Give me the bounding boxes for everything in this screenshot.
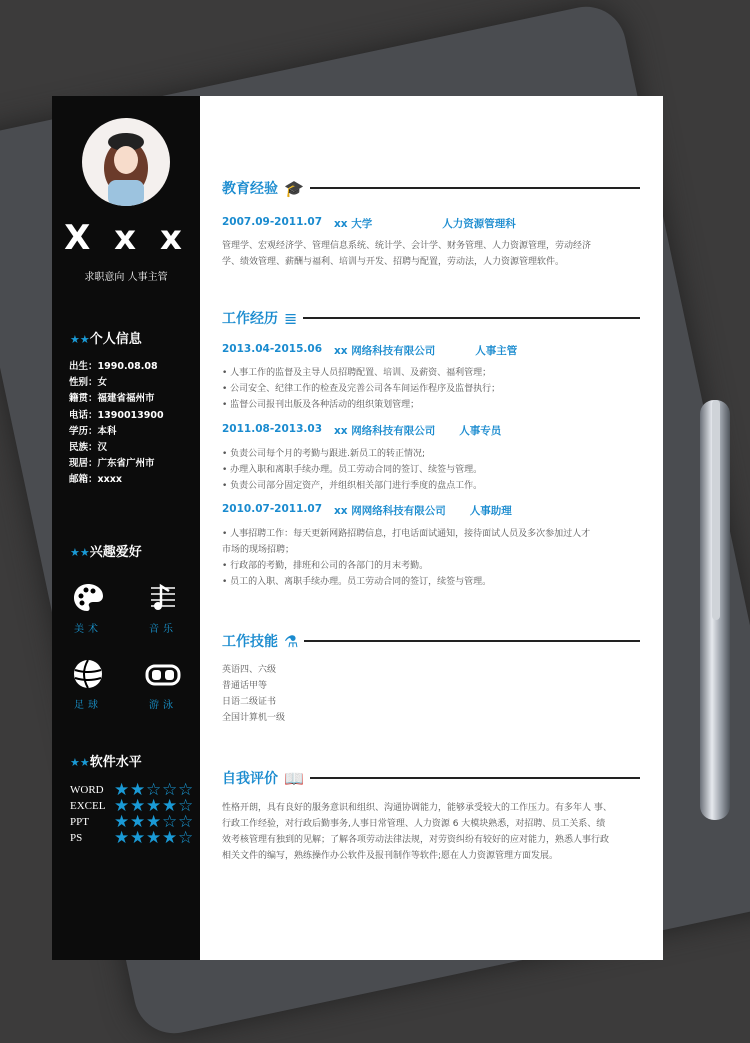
software-name: EXCEL bbox=[70, 800, 106, 812]
education-header: 教育经验 🎓 bbox=[222, 178, 640, 198]
job-entry: 2011.08-2013.03 xx 网络科技有限公司 人事专员 bbox=[222, 423, 502, 437]
resume-page bbox=[52, 96, 663, 960]
job-intent: 求职意向 人事主管 bbox=[84, 272, 168, 283]
star-empty-icon: ☆ bbox=[178, 812, 194, 831]
education-entry: 2007.09-2011.07 xx 大学 人力资源管理科 bbox=[222, 216, 516, 230]
star-filled-icon: ★ bbox=[130, 828, 146, 847]
software-row bbox=[70, 830, 194, 846]
job-duties: • 人事招聘工作：每天更新网路招聘信息，打电话面试通知，接待面试人员及多次参加过人才市场的现场招聘； • 行政部的考勤，排班和公司的各部门的月末考勤。 • 员工的入职、离职手续办理。员工劳动合同的签订，续签与管理。 bbox=[222, 529, 591, 587]
book-icon: 📖 bbox=[284, 768, 304, 788]
star-icon: ★★ bbox=[70, 756, 90, 769]
personal-info-list bbox=[69, 359, 164, 489]
star-filled-icon: ★ bbox=[146, 828, 162, 847]
database-icon: ≣ bbox=[284, 308, 298, 328]
star-filled-icon: ★ bbox=[146, 796, 162, 815]
star-icon: ★★ bbox=[70, 546, 90, 559]
software-heading: ★★软件水平 bbox=[70, 755, 142, 770]
skills-header: 工作技能 ⚗ bbox=[222, 631, 640, 651]
star-filled-icon: ★ bbox=[114, 796, 130, 815]
job-entry: 2010.07-2011.07 xx 网网络科技有限公司 人事助理 bbox=[222, 503, 512, 517]
software-name: PS bbox=[70, 832, 83, 844]
info-item: 电话：1390013900 bbox=[69, 409, 164, 421]
info-item: 学历：本科 bbox=[69, 425, 117, 437]
job-duties: • 人事工作的监督及主导人员招聘配置、培训、及薪资、福利管理； • 公司安全、纪律工作的检查及完善公司各车间运作程序及监督执行； • 监督公司报刊出版及各种活动的组织策划管理； bbox=[222, 368, 501, 410]
hobby-swimming: 游泳 bbox=[138, 658, 188, 711]
avatar bbox=[82, 118, 170, 206]
star-empty-icon: ☆ bbox=[178, 780, 194, 799]
star-empty-icon: ☆ bbox=[178, 828, 194, 847]
software-name: PPT bbox=[70, 816, 89, 828]
star-filled-icon: ★ bbox=[130, 796, 146, 815]
flask-icon: ⚗ bbox=[284, 631, 299, 651]
star-empty-icon: ☆ bbox=[162, 780, 178, 799]
sidebar bbox=[52, 96, 200, 960]
self-eval-text: 性格开朗，具有良好的服务意识和组织、沟通协调能力，能够承受较大的工作压力。有多年人 事、行政工作经验，对行政后勤事务,人事日常管理、人力资源 6 大模块熟悉，对招聘、员工关系、绩效考核管理有独到的见解；了解各项劳动法律法规，对劳资纠纷有较好的应对能力，熟悉人事行政相关文件的编写，熟练操作办公软件及报刊制作等软件;愿在人力资源管理方面发展。 bbox=[222, 803, 612, 861]
info-item: 现居：广东省广州市 bbox=[69, 458, 155, 470]
star-filled-icon: ★ bbox=[130, 812, 146, 831]
divider bbox=[303, 317, 640, 319]
star-empty-icon: ☆ bbox=[162, 812, 178, 831]
star-filled-icon: ★ bbox=[114, 828, 130, 847]
hobby-art: 美术 bbox=[63, 582, 113, 635]
info-item: 民族：汉 bbox=[69, 442, 108, 454]
star-empty-icon: ☆ bbox=[178, 796, 194, 815]
job-duties: • 负责公司每个月的考勤与跟进.新员工的转正情况; • 办理入职和离职手续办理。员工劳动合同的签订、续签与管理。 • 负责公司部分固定资产，并组织相关部门进行季度的盘点工作。 bbox=[222, 449, 483, 491]
divider bbox=[310, 187, 640, 189]
info-item: 出生：1990.08.08 bbox=[69, 361, 158, 372]
education-courses: 管理学、宏观经济学、管理信息系统、统计学、会计学、财务管理、人力资源管理，劳动经济学、绩效管理、薪酬与福利、培训与开发、招聘与配置，劳动法，人力资源管理软件。 bbox=[222, 241, 592, 267]
candidate-name: X x x bbox=[64, 218, 188, 258]
star-filled-icon: ★ bbox=[130, 780, 146, 799]
hobby-football: 足球 bbox=[63, 658, 113, 711]
graduation-cap-icon: 🎓 bbox=[284, 178, 304, 198]
info-item: 籍贯：福建省福州市 bbox=[69, 393, 155, 405]
hobby-music: 音乐 bbox=[138, 582, 188, 635]
star-filled-icon: ★ bbox=[146, 812, 162, 831]
job-entry: 2013.04-2015.06 xx 网络科技有限公司 人事主管 bbox=[222, 343, 518, 357]
goggles-icon bbox=[145, 658, 181, 690]
software-name: WORD bbox=[70, 784, 104, 796]
pen-clip bbox=[712, 400, 720, 620]
divider bbox=[304, 640, 640, 642]
star-filled-icon: ★ bbox=[162, 828, 178, 847]
star-filled-icon: ★ bbox=[162, 796, 178, 815]
ball-icon bbox=[72, 658, 104, 690]
skills-list: 英语四、六级 普通话甲等 日语二级证书 全国计算机一级 bbox=[222, 665, 286, 723]
info-item: 邮箱：xxxx bbox=[69, 474, 123, 486]
work-header: 工作经历 ≣ bbox=[222, 308, 640, 328]
palette-icon bbox=[72, 582, 104, 614]
music-icon bbox=[147, 582, 179, 614]
personal-info-heading: ★★个人信息 bbox=[70, 332, 142, 347]
info-item: 性别：女 bbox=[69, 377, 108, 389]
divider bbox=[310, 777, 640, 779]
software-ratings bbox=[70, 782, 194, 846]
star-empty-icon: ☆ bbox=[146, 780, 162, 799]
star-icon: ★★ bbox=[70, 333, 90, 346]
hobbies-heading: ★★兴趣爱好 bbox=[70, 545, 142, 560]
star-filled-icon: ★ bbox=[114, 780, 130, 799]
star-filled-icon: ★ bbox=[114, 812, 130, 831]
self-eval-header: 自我评价 📖 bbox=[222, 768, 640, 788]
